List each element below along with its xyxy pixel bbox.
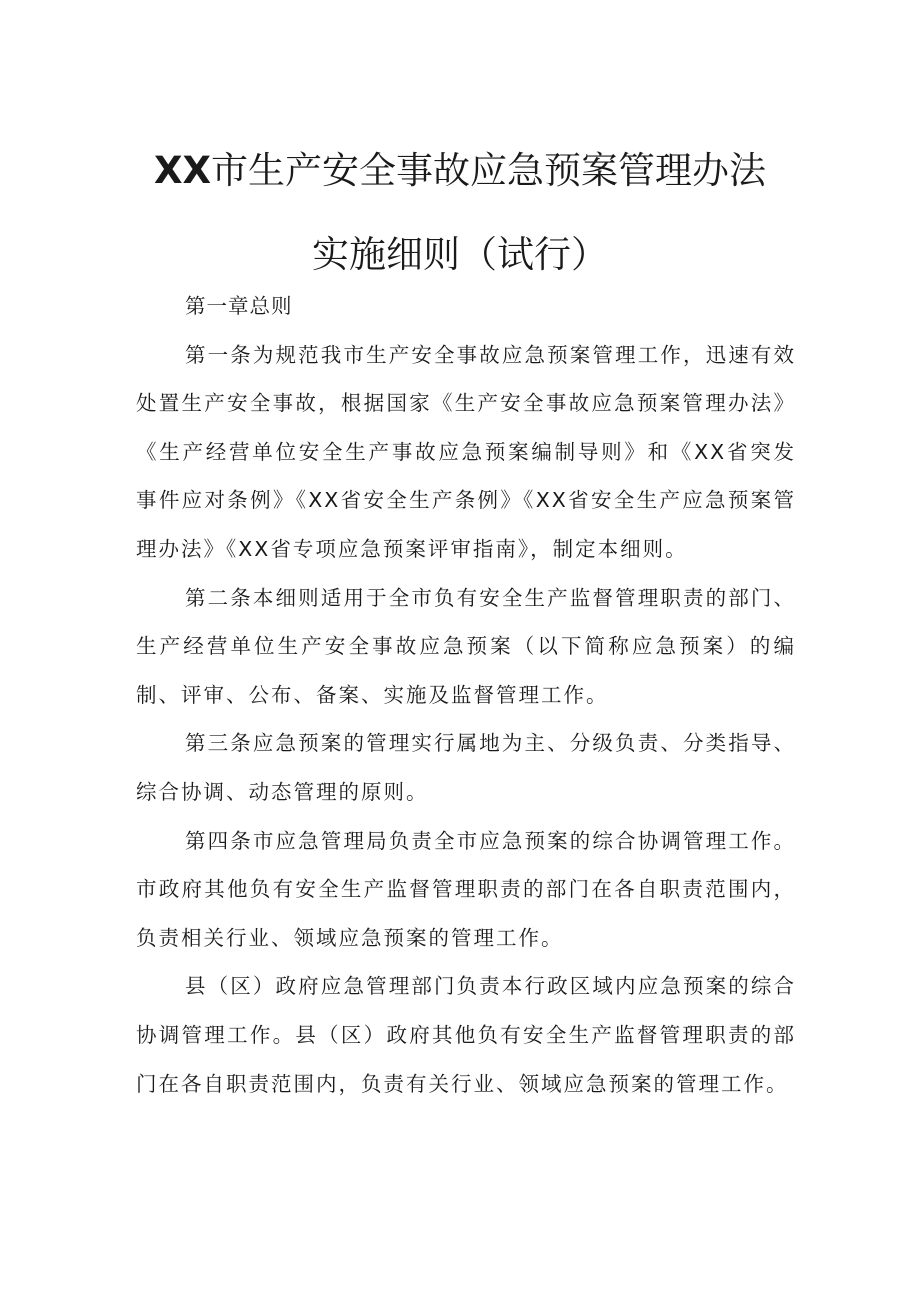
article-1-paragraph: 第一条为规范我市生产安全事故应急预案管理工作，迅速有效处置生产安全事故，根据国家《生产安全事故应急预案管理办法》《生产经营单位安全生产事故应急预案编制导则》和《XX省突发事件应对条例》《XX省安全生产条例》《XX省安全生产应急预案管理办法》《XX省专项应急预案评审指南》，制定本细则。 (136, 342, 796, 561)
title-main: 市生产安全事故应急预案管理办法 (211, 149, 767, 192)
document-title-line-2: 实施细则（试行） (312, 233, 608, 276)
title-prefix: XX (153, 149, 212, 192)
document-body (136, 282, 796, 1108)
article-4-paragraph: 第四条市应急管理局负责全市应急预案的综合协调管理工作。市政府其他负有安全生产监督管理职责的部门在各自职责范围内，负责相关行业、领域应急预案的管理工作。 (136, 828, 796, 950)
document-title-line-1 (0, 140, 920, 194)
article-2-paragraph: 第二条本细则适用于全市负有安全生产监督管理职责的部门、生产经营单位生产安全事故应急预案（以下简称应急预案）的编制、评审、公布、备案、实施及监督管理工作。 (136, 585, 796, 707)
county-responsibility-paragraph: 县（区）政府应急管理部门负责本行政区域内应急预案的综合协调管理工作。县（区）政府其他负有安全生产监督管理职责的部门在各自职责范围内，负责有关行业、领域应急预案的管理工作。 (136, 974, 796, 1096)
article-3-paragraph: 第三条应急预案的管理实行属地为主、分级负责、分类指导、综合协调、动态管理的原则。 (136, 731, 796, 804)
chapter-heading: 第一章总则 (185, 294, 293, 318)
